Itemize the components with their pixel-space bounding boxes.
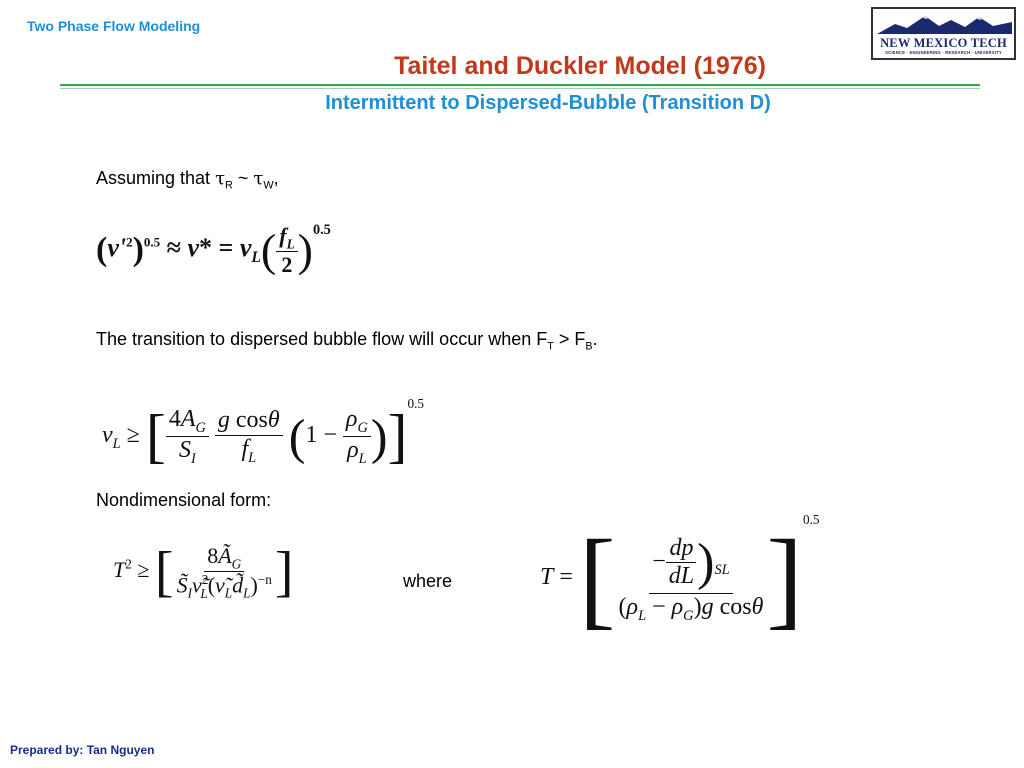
tau-symbol: τ [253, 168, 264, 189]
nondimensional-label: Nondimensional form: [96, 490, 272, 510]
assumption-text [96, 168, 279, 192]
transition-prefix: The transition to dispersed bubble flow will occur when F [96, 329, 548, 349]
tau-symbol: τ [215, 168, 226, 189]
where-label: where [403, 571, 453, 591]
title-divider-secondary [60, 88, 980, 89]
mountain-icon [877, 12, 1012, 34]
subscript-w: W [263, 179, 274, 192]
equation-transition-criterion: $\nu_L$ ≥ [ $\frac{4A_G}{S_I}$ $\frac{\text{g cosθ}}{f_L}$ (1 − $\frac{\rho_G}{\rho_L}$ )]$^{0.5}$ [102, 396, 424, 469]
assumption-prefix: Assuming that [96, 168, 211, 188]
subscript-t: T [547, 340, 554, 353]
comma: , [273, 168, 279, 188]
logo-tagline: SCIENCE · ENGINEERING · RESEARCH · UNIVERSITY [885, 50, 1002, 55]
slide-subtitle: Intermittent to Dispersed-Bubble (Transition D) [325, 92, 771, 114]
subscript-b: B [585, 340, 593, 353]
equation-nondimensional: $T^2$ ≥ [ $\frac{8Ã_G}{S̃_I\nũ^2_L(\nũ_Ld̃_L)^{-n}}$ ] [113, 541, 294, 603]
prepared-by: Prepared by: Tan Nguyen [10, 743, 155, 757]
logo-name: NEW MEXICO TECH [880, 36, 1007, 50]
slide-title: Taitel and Duckler Model (1976) [394, 52, 766, 80]
equation-velocity-fluctuation: $(\nu'^2)^{0.5} \approx \nu* = \nu_L$( $\frac{f_L}{2}$ )$^{0.5}$ [96, 222, 331, 278]
equation-t-definition: T = [ − $\frac{dp}{dL}$ )$_{SL}$ $(\rho_L - \rho_G)g$ cosθ ]$^{0.5}$ [540, 512, 820, 639]
nmt-logo [871, 7, 1016, 60]
subscript-r: R [225, 179, 233, 192]
transition-text [96, 329, 598, 353]
course-title: Two Phase Flow Modeling [27, 18, 201, 34]
title-divider [60, 84, 980, 86]
transition-gt: > F [553, 329, 586, 349]
tilde-symbol: ~ [237, 168, 249, 188]
period: . [592, 329, 598, 349]
